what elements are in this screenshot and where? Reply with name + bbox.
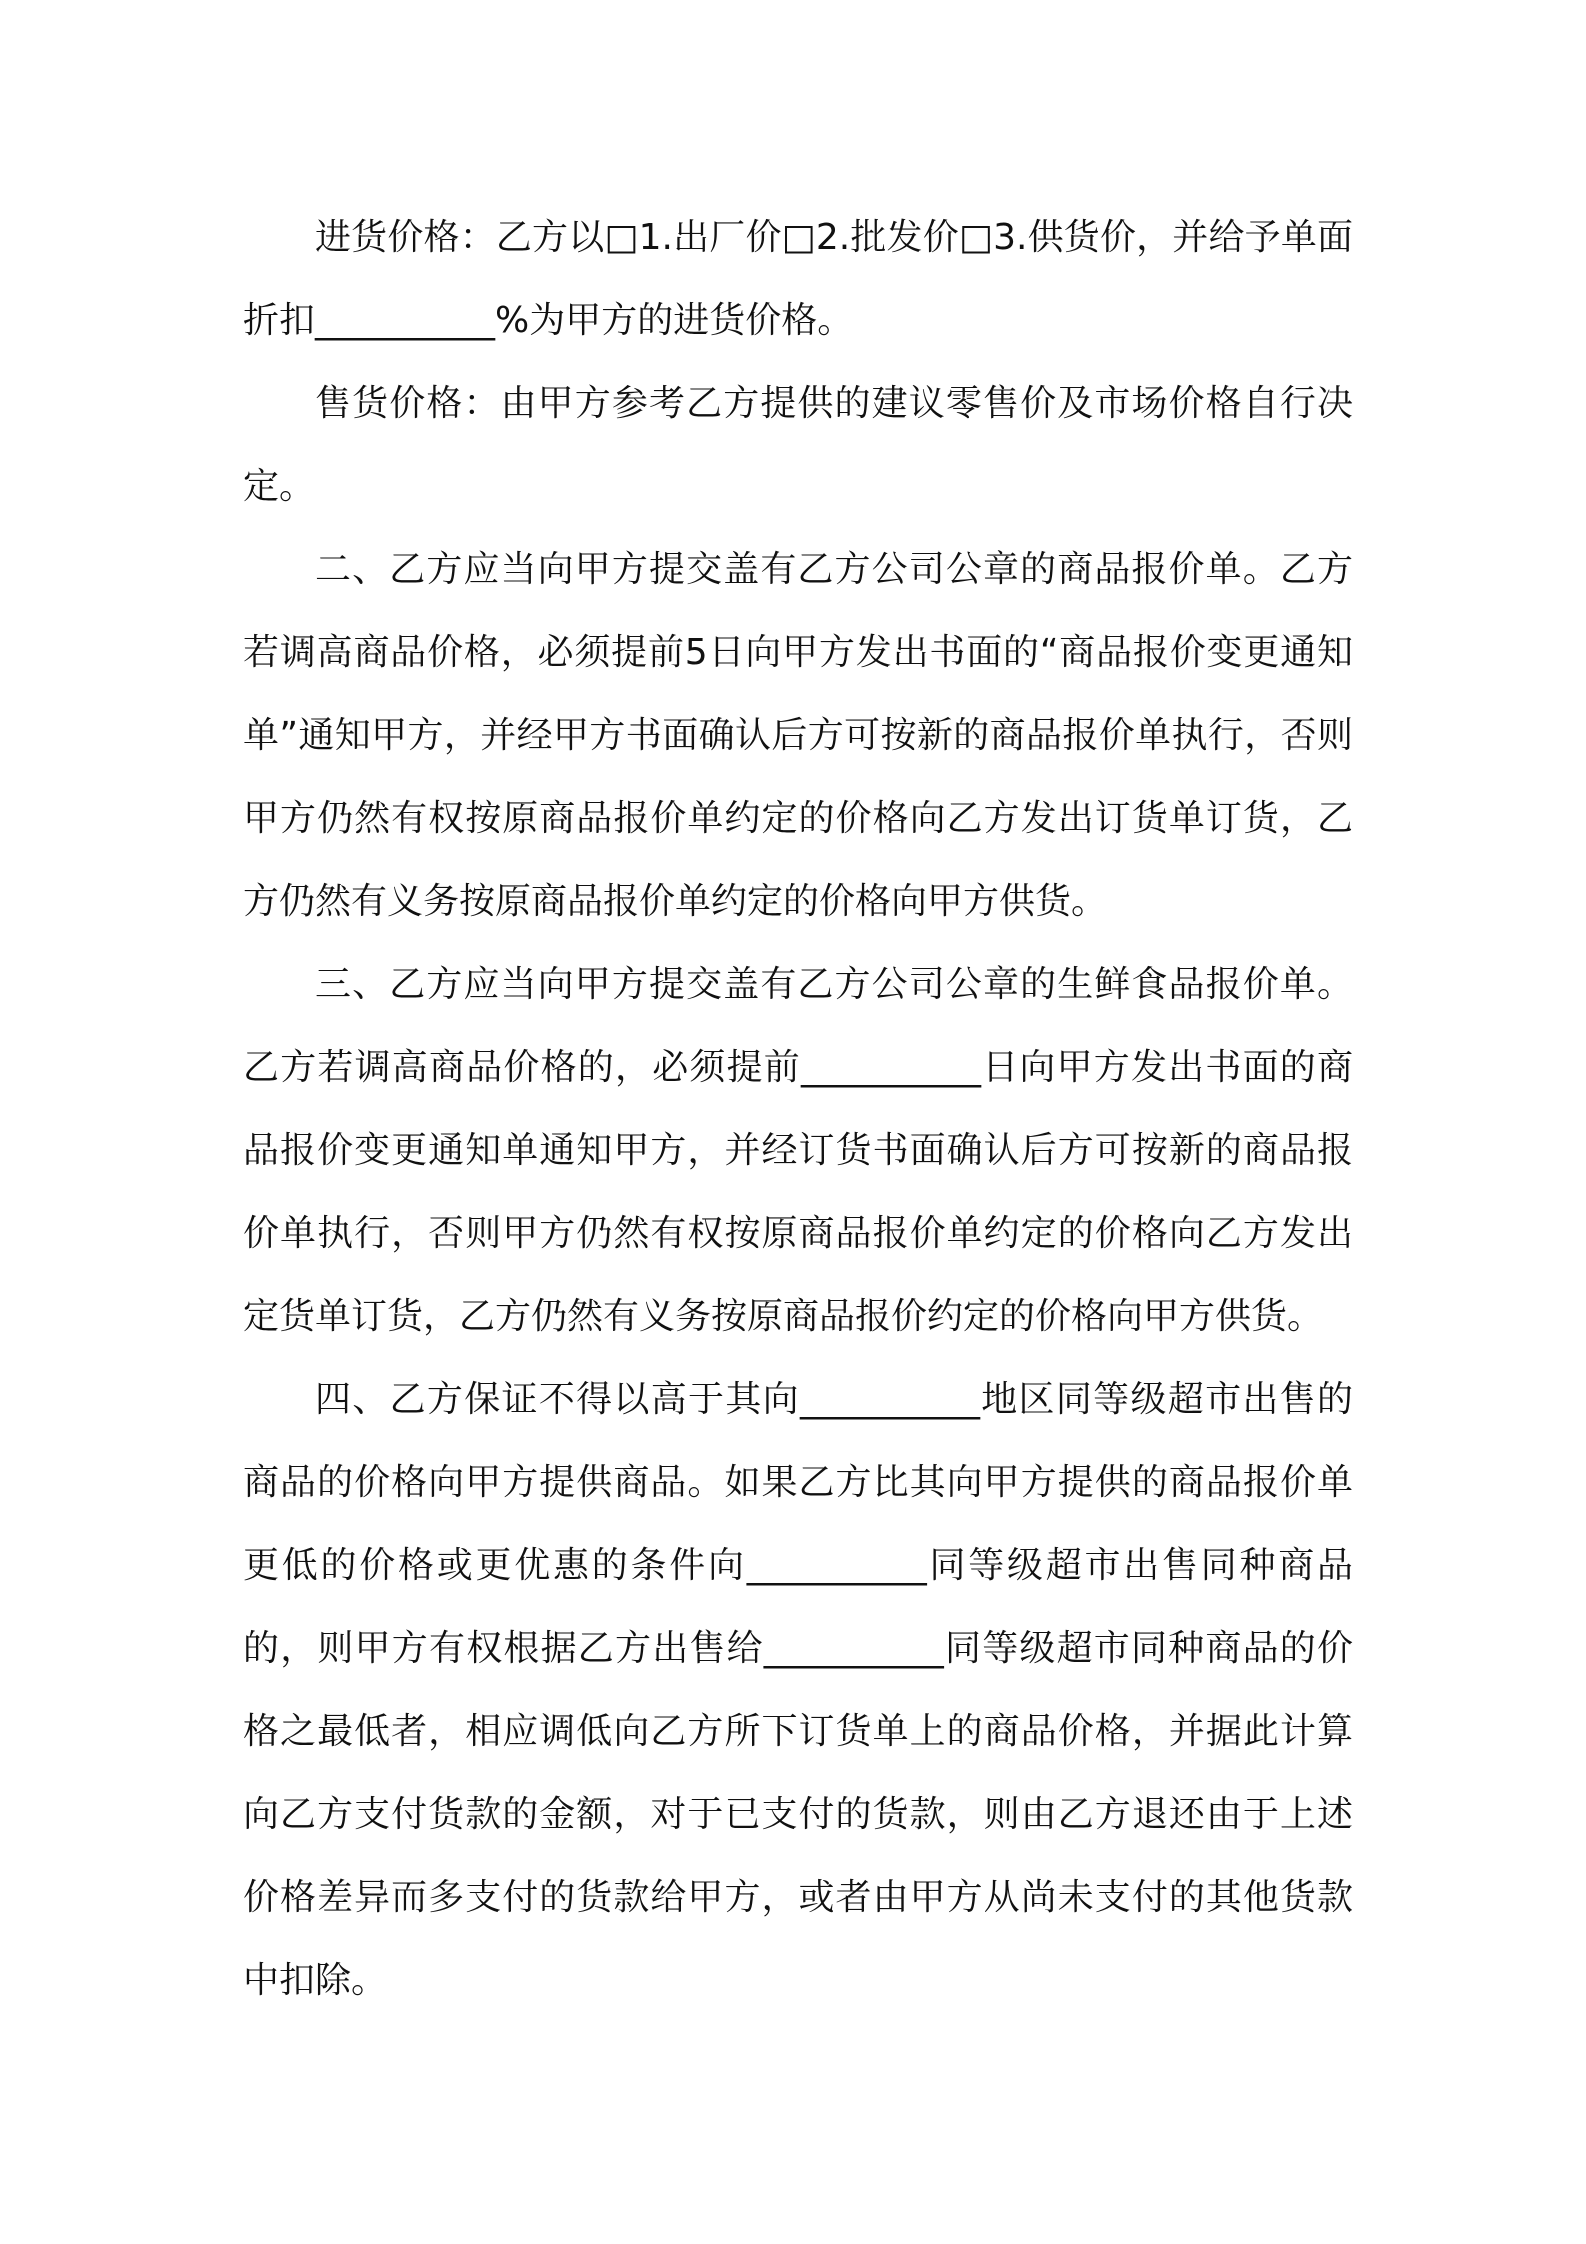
paragraph-purchase-price: 进货价格：乙方以□1.出厂价□2.批发价□3.供货价，并给予单面折扣__________%为甲方的进货价格。 bbox=[243, 217, 1353, 341]
paragraph-clause-3: 三、乙方应当向甲方提交盖有乙方公司公章的生鲜食品报价单。乙方若调高商品价格的，必须提前__________日向甲方发出书面的商品报价变更通知单通知甲方，并经订货书面确认后方可按新的商品报价单执行，否则甲方仍然有权按原商品报价单约定的价格向乙方发出定货单订货，乙方仍然有义务按原商品报价约定的价格向甲方供货。 bbox=[243, 964, 1353, 1337]
document-body bbox=[243, 196, 1353, 2022]
paragraph-clause-4: 四、乙方保证不得以高于其向__________地区同等级超市出售的商品的价格向甲方提供商品。如果乙方比其向甲方提供的商品报价单更低的价格或更优惠的条件向__________同等级超市出售同种商品的，则甲方有权根据乙方出售给__________同等级超市同种商品的价格之最低者，相应调低向乙方所下订货单上的商品价格，并据此计算向乙方支付货款的金额，对于已支付的货款，则由乙方退还由于上述价格差异而多支付的货款给甲方，或者由甲方从尚未支付的其他货款中扣除。 bbox=[243, 1379, 1353, 2001]
paragraph-clause-2: 二、乙方应当向甲方提交盖有乙方公司公章的商品报价单。乙方若调高商品价格，必须提前5日向甲方发出书面的“商品报价变更通知单”通知甲方，并经甲方书面确认后方可按新的商品报价单执行，否则甲方仍然有权按原商品报价单约定的价格向乙方发出订货单订货，乙方仍然有义务按原商品报价单约定的价格向甲方供货。 bbox=[243, 549, 1353, 922]
paragraph-sale-price: 售货价格：由甲方参考乙方提供的建议零售价及市场价格自行决定。 bbox=[243, 383, 1353, 507]
